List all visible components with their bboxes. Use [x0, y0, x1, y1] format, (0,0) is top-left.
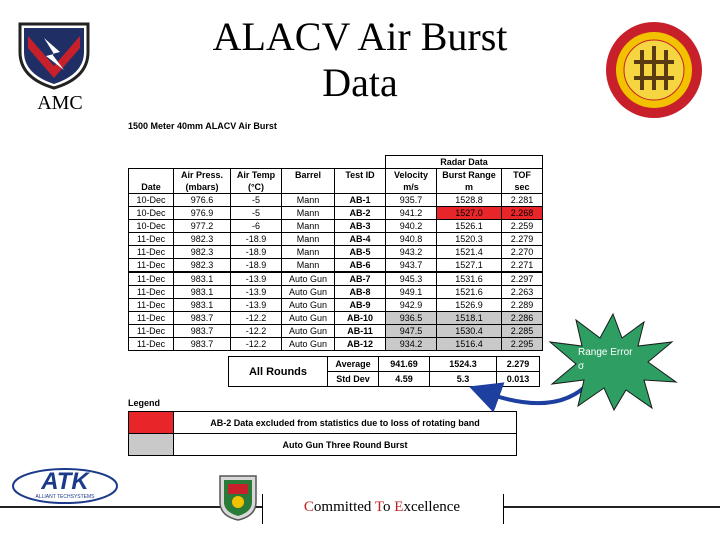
- cell-barrel: Mann: [282, 220, 335, 233]
- cell-range: 1516.4: [437, 338, 502, 351]
- cell-range: 1527.0: [437, 207, 502, 220]
- callout-text: [578, 346, 670, 374]
- cell-barrel: Auto Gun: [282, 325, 335, 338]
- cell-tof: 2.270: [502, 246, 543, 259]
- cell-barrel: Mann: [282, 207, 335, 220]
- cell-id: AB-9: [335, 299, 386, 312]
- motto-word-2: o: [383, 499, 395, 515]
- std-dev-label: Std Dev: [328, 372, 379, 387]
- atk-logo-text: ATK: [41, 468, 89, 495]
- motto-initial-c: C: [303, 499, 314, 515]
- cell-id: AB-6: [335, 259, 386, 273]
- column-header-6: Burst Range: [437, 169, 502, 182]
- cell-barrel: Mann: [282, 233, 335, 246]
- column-subheader-2: (°C): [231, 181, 282, 194]
- motto-initial-e: E: [394, 499, 404, 515]
- cell-range: 1518.1: [437, 312, 502, 325]
- cell-tof: 2.295: [502, 338, 543, 351]
- table-row: [129, 220, 543, 233]
- cell-date: 10-Dec: [129, 207, 174, 220]
- cell-date: 11-Dec: [129, 338, 174, 351]
- cell-press: 976.6: [174, 194, 231, 207]
- cell-vel: 934.2: [386, 338, 437, 351]
- cell-press: 983.7: [174, 325, 231, 338]
- table-row: [129, 312, 543, 325]
- atk-logo-icon: [10, 462, 120, 506]
- cell-vel: 941.2: [386, 207, 437, 220]
- cell-temp: -5: [231, 207, 282, 220]
- amc-logo-text: AMC: [37, 92, 83, 114]
- table-row: [129, 259, 543, 273]
- cell-id: AB-1: [335, 194, 386, 207]
- motto-word-1: ommitted: [313, 499, 375, 515]
- cell-temp: -5: [231, 194, 282, 207]
- column-header-0: [129, 169, 174, 182]
- page-title-line2: Data: [322, 60, 398, 105]
- page-title-line1: ALACV Air Burst: [212, 14, 508, 59]
- cell-date: 10-Dec: [129, 194, 174, 207]
- cell-press: 983.1: [174, 286, 231, 299]
- cell-temp: -18.9: [231, 246, 282, 259]
- table-group-header-row: [129, 156, 543, 169]
- average-velocity: 941.69: [379, 357, 430, 372]
- footer-motto: [262, 499, 502, 516]
- cell-temp: -13.9: [231, 299, 282, 312]
- table-header-row-1: [129, 169, 543, 182]
- cell-temp: -18.9: [231, 259, 282, 273]
- average-tof: 2.279: [497, 357, 540, 372]
- cell-date: 10-Dec: [129, 220, 174, 233]
- cell-id: AB-10: [335, 312, 386, 325]
- legend-item-autogun: [129, 434, 517, 456]
- cell-press: 983.1: [174, 272, 231, 286]
- cell-range: 1526.9: [437, 299, 502, 312]
- motto-word-3: xcellence: [403, 499, 461, 515]
- cell-barrel: Mann: [282, 194, 335, 207]
- cell-temp: -18.9: [231, 233, 282, 246]
- cell-vel: 940.2: [386, 220, 437, 233]
- table-row: [129, 338, 543, 351]
- cell-vel: 935.7: [386, 194, 437, 207]
- cell-id: AB-4: [335, 233, 386, 246]
- legend-text-excluded: AB-2 Data excluded from statistics due to loss of rotating band: [174, 412, 517, 434]
- cell-tof: 2.281: [502, 194, 543, 207]
- cell-id: AB-11: [335, 325, 386, 338]
- column-header-3: Barrel: [282, 169, 335, 182]
- cell-range: 1527.1: [437, 259, 502, 273]
- legend-item-excluded: [129, 412, 517, 434]
- cell-range: 1530.4: [437, 325, 502, 338]
- cell-vel: 949.1: [386, 286, 437, 299]
- cell-vel: 936.5: [386, 312, 437, 325]
- cell-vel: 943.7: [386, 259, 437, 273]
- cell-tof: 2.271: [502, 259, 543, 273]
- column-subheader-3: [282, 181, 335, 194]
- table-row: [129, 325, 543, 338]
- column-header-1: Air Press.: [174, 169, 231, 182]
- legend-swatch-red: [129, 412, 174, 434]
- column-header-2: Air Temp: [231, 169, 282, 182]
- column-subheader-1: (mbars): [174, 181, 231, 194]
- cell-date: 11-Dec: [129, 286, 174, 299]
- cell-press: 982.3: [174, 259, 231, 273]
- cell-barrel: Auto Gun: [282, 299, 335, 312]
- column-header-4: Test ID: [335, 169, 386, 182]
- cell-press: 982.3: [174, 233, 231, 246]
- cell-temp: -12.2: [231, 338, 282, 351]
- cell-barrel: Auto Gun: [282, 286, 335, 299]
- cell-barrel: Mann: [282, 259, 335, 273]
- atk-logo-subtext: ALLIANT TECHSYSTEMS: [35, 494, 95, 500]
- radar-data-header: Radar Data: [386, 156, 543, 169]
- cell-temp: -12.2: [231, 325, 282, 338]
- cell-temp: -13.9: [231, 286, 282, 299]
- cell-id: AB-8: [335, 286, 386, 299]
- cell-press: 977.2: [174, 220, 231, 233]
- cell-id: AB-5: [335, 246, 386, 259]
- cell-id: AB-12: [335, 338, 386, 351]
- cell-tof: 2.279: [502, 233, 543, 246]
- cell-range: 1526.1: [437, 220, 502, 233]
- cell-range: 1521.6: [437, 286, 502, 299]
- motto-initial-t: T: [374, 499, 384, 515]
- cell-tof: 2.285: [502, 325, 543, 338]
- cell-vel: 947.5: [386, 325, 437, 338]
- legend-table: [128, 411, 517, 456]
- column-subheader-7: sec: [502, 181, 543, 194]
- legend-title: Legend: [128, 398, 161, 408]
- cell-id: AB-2: [335, 207, 386, 220]
- legend-swatch-grey: [129, 434, 174, 456]
- column-subheader-0: Date: [129, 181, 174, 194]
- table-row: [129, 272, 543, 286]
- cell-vel: 943.2: [386, 246, 437, 259]
- cell-tof: 2.289: [502, 299, 543, 312]
- cell-temp: -12.2: [231, 312, 282, 325]
- table-row: [129, 194, 543, 207]
- average-burst-range: 1524.3: [430, 357, 497, 372]
- average-label: Average: [328, 357, 379, 372]
- cell-press: 982.3: [174, 246, 231, 259]
- column-header-7: TOF: [502, 169, 543, 182]
- column-header-5: Velocity: [386, 169, 437, 182]
- cell-range: 1528.8: [437, 194, 502, 207]
- callout-text-line1: Range Error: [578, 347, 633, 358]
- cell-range: 1521.4: [437, 246, 502, 259]
- summary-label: All Rounds: [229, 357, 328, 387]
- cell-date: 11-Dec: [129, 259, 174, 273]
- cell-id: AB-7: [335, 272, 386, 286]
- column-subheader-4: [335, 181, 386, 194]
- std-velocity: 4.59: [379, 372, 430, 387]
- cell-date: 11-Dec: [129, 299, 174, 312]
- cell-tof: 2.268: [502, 207, 543, 220]
- air-burst-data-table: [128, 155, 543, 351]
- cell-date: 11-Dec: [129, 246, 174, 259]
- cell-temp: -6: [231, 220, 282, 233]
- cell-date: 11-Dec: [129, 233, 174, 246]
- column-subheader-5: m/s: [386, 181, 437, 194]
- cell-tof: 2.259: [502, 220, 543, 233]
- std-tof: 0.013: [497, 372, 540, 387]
- table-header-row-2: [129, 181, 543, 194]
- cell-range: 1520.3: [437, 233, 502, 246]
- amc-shield-logo-icon: [14, 18, 94, 90]
- cell-vel: 942.9: [386, 299, 437, 312]
- cell-press: 976.9: [174, 207, 231, 220]
- cell-barrel: Mann: [282, 246, 335, 259]
- table-row: [129, 299, 543, 312]
- cell-vel: 940.8: [386, 233, 437, 246]
- cell-press: 983.7: [174, 312, 231, 325]
- callout-text-line2: σ: [578, 361, 585, 372]
- cell-tof: 2.263: [502, 286, 543, 299]
- cell-press: 983.7: [174, 338, 231, 351]
- cell-vel: 945.3: [386, 272, 437, 286]
- cell-date: 11-Dec: [129, 325, 174, 338]
- cell-date: 11-Dec: [129, 312, 174, 325]
- table-row: [129, 233, 543, 246]
- cell-barrel: Auto Gun: [282, 272, 335, 286]
- cell-range: 1531.6: [437, 272, 502, 286]
- cell-barrel: Auto Gun: [282, 338, 335, 351]
- cell-barrel: Auto Gun: [282, 312, 335, 325]
- cell-tof: 2.297: [502, 272, 543, 286]
- cell-tof: 2.286: [502, 312, 543, 325]
- std-burst-range: 5.3: [430, 372, 497, 387]
- unit-badge-icon: [218, 472, 258, 522]
- table-caption: 1500 Meter 40mm ALACV Air Burst: [128, 121, 277, 131]
- column-subheader-6: m: [437, 181, 502, 194]
- organization-seal-icon: [604, 20, 704, 120]
- cell-temp: -13.9: [231, 272, 282, 286]
- table-row: [129, 286, 543, 299]
- cell-date: 11-Dec: [129, 272, 174, 286]
- page-title: [150, 14, 570, 106]
- table-row: [129, 207, 543, 220]
- cell-press: 983.1: [174, 299, 231, 312]
- cell-id: AB-3: [335, 220, 386, 233]
- table-row: [129, 246, 543, 259]
- legend-text-autogun: Auto Gun Three Round Burst: [174, 434, 517, 456]
